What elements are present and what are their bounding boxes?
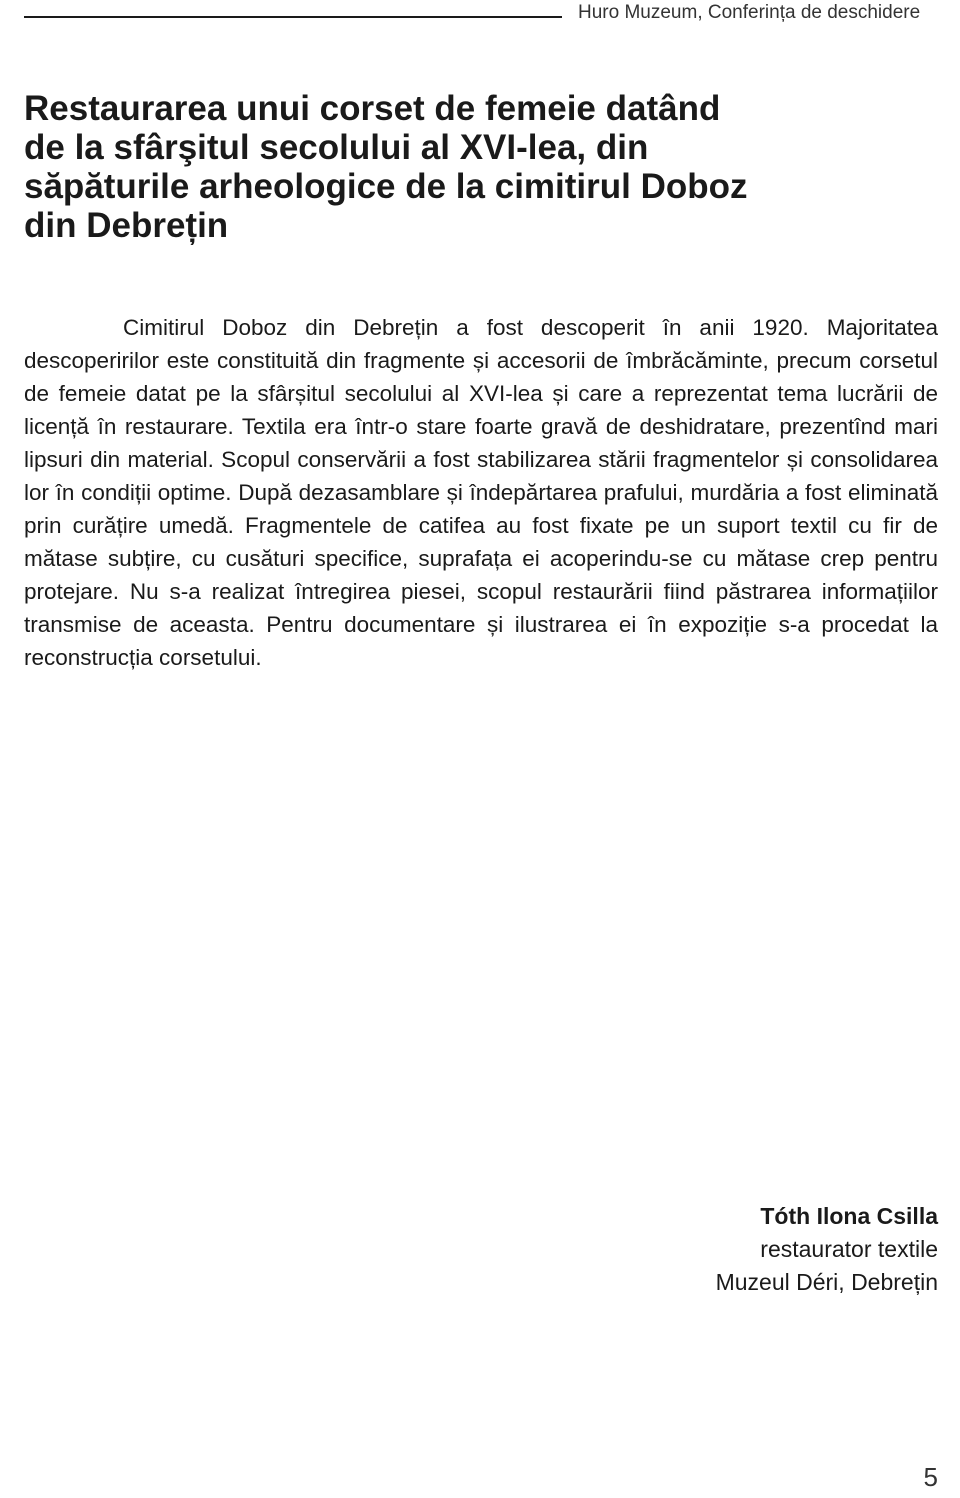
- author-name: Tóth Ilona Csilla: [760, 1203, 938, 1229]
- signature-block: [716, 1200, 938, 1299]
- article-title: [24, 89, 924, 245]
- header-rule: [24, 16, 562, 18]
- running-header: Huro Muzeum, Conferința de deschidere: [578, 2, 921, 23]
- title-line: de la sfârşitul secolului al XVI-lea, din: [24, 128, 649, 167]
- title-line: săpăturile arheologice de la cimitirul Doboz: [24, 167, 748, 206]
- author-institution: Muzeul Déri, Debrețin: [715, 1269, 938, 1295]
- article-body: Cimitirul Doboz din Debrețin a fost descoperit în anii 1920. Majoritatea descoperirilor este constituită din fragmente și accesorii de îmbrăcăminte, precum corsetul de femeie datat pe la sfârșitul secolului al XVI-lea și care a reprezentat tema lucrării de licență în restaurare. Textila era într-o stare foarte gravă de deshidratare, prezentînd mari lipsuri din material. Scopul conservării a fost stabilizarea stării fragmentelor și consolidarea lor în condiții optime. După dezasamblare și îndepărtarea prafului, murdăria a fost eliminată prin curățire umedă. Fragmentele de catifea au fost fixate pe un suport textil cu fir de mătase subțire, cu cusături specifice, suprafața ei acoperindu-se cu mătase crep pentru protejare. Nu s-a realizat întregirea piesei, scopul restaurării fiind păstrarea informațiilor transmise de aceasta. Pentru documentare și ilustrarea ei în expoziție s-a procedat la reconstrucția corsetului.: [24, 315, 938, 670]
- author-role: restaurator textile: [760, 1236, 938, 1262]
- page-number: 5: [923, 1462, 938, 1492]
- title-line: din Debrețin: [24, 206, 229, 245]
- title-line: Restaurarea unui corset de femeie datând: [24, 89, 721, 128]
